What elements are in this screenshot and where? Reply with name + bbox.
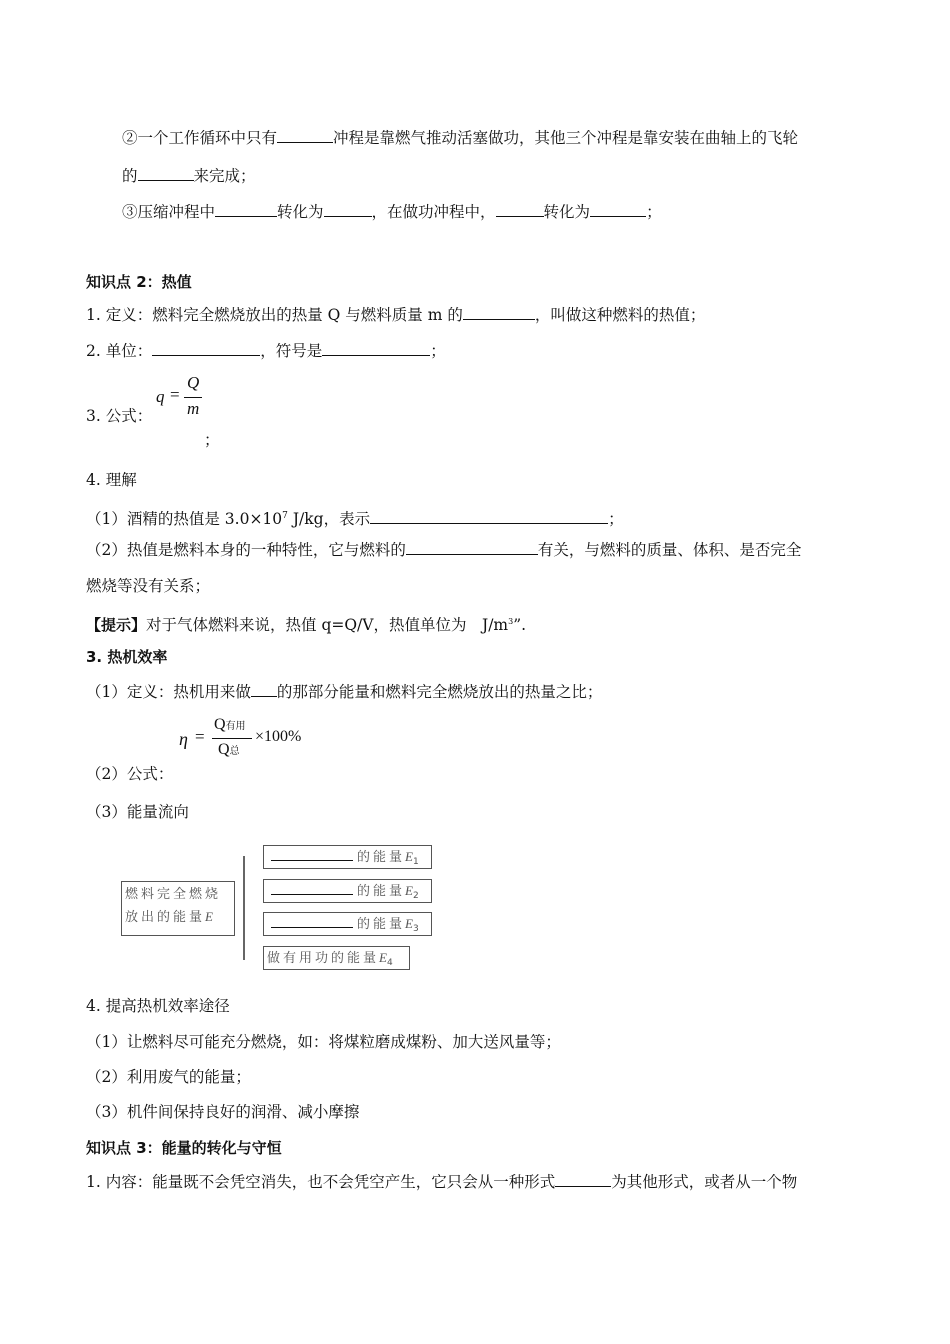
text-segment: （1）酒精的热值是 3.0×10 <box>86 510 283 529</box>
formula-eta-denominator <box>218 741 240 759</box>
text-line-tip <box>86 612 526 635</box>
exponent: 7 <box>282 511 288 521</box>
text-line-unit <box>86 341 446 361</box>
text-segment: ； <box>430 342 446 360</box>
text-segment: ，在做功冲程中， <box>371 203 496 221</box>
text-line-improve-3: （3）机件间保持良好的润滑、减小摩擦 <box>86 1103 360 1121</box>
blank-field[interactable] <box>271 881 353 895</box>
text-segment: ③压缩冲程中 <box>122 203 216 221</box>
text-line-alcohol <box>86 506 624 529</box>
text-line-definition <box>86 305 705 325</box>
text-segment: ”. <box>513 616 527 635</box>
output-variable: E <box>405 849 413 864</box>
text-segment: 来完成； <box>193 167 256 185</box>
blank-field[interactable] <box>215 202 277 217</box>
fraction-bar <box>184 397 202 398</box>
text-segment: （2）热值是燃料本身的一种特性，它与燃料的 <box>86 541 406 559</box>
blank-field[interactable] <box>324 202 372 217</box>
section-title-heat-value: 知识点 2：热值 <box>86 273 192 291</box>
text-segment: ②一个工作循环中只有 <box>122 129 278 147</box>
text-line-conservation <box>86 1172 797 1192</box>
formula-q-numerator: Q <box>187 373 200 392</box>
blank-field[interactable] <box>463 305 535 320</box>
formula-eta-tail: ×100% <box>255 728 302 745</box>
output-label: 做有用功的能量 <box>267 951 380 966</box>
energy-output-box-useful <box>263 946 410 970</box>
energy-output-box-3 <box>263 912 432 936</box>
text-line-formula-label: （2）公式： <box>86 765 174 783</box>
blank-field[interactable] <box>590 202 646 217</box>
fraction-bar <box>212 738 252 739</box>
text-line-property-cont: 燃烧等没有关系； <box>86 577 211 595</box>
text-segment: 对于气体燃料来说，热值 q=Q/V，热值单位为 J/m <box>146 616 509 635</box>
source-label-line1: 燃料完全燃烧 <box>125 887 222 902</box>
tip-label: 【提示】 <box>86 616 147 635</box>
output-subscript: 4 <box>386 958 393 968</box>
source-label-text: 放出的能量 <box>125 910 206 925</box>
exponent: 3 <box>508 617 514 626</box>
blank-field[interactable] <box>271 914 353 928</box>
formula-eta-eq: = <box>195 727 205 746</box>
text-segment: （1）定义：热机用来做 <box>86 683 251 701</box>
blank-field[interactable] <box>496 202 544 217</box>
output-label: 的能量 <box>357 884 406 899</box>
text-line-improve-2: （2）利用废气的能量； <box>86 1068 251 1086</box>
text-segment: 1. 定义：燃料完全燃烧放出的热量 Q 与燃料质量 m 的 <box>86 306 463 324</box>
formula-label: 3. 公式： <box>86 407 153 425</box>
blank-field[interactable] <box>322 341 430 356</box>
denominator-symbol: Q <box>218 741 230 758</box>
text-segment: 1. 内容：能量既不会凭空消失，也不会凭空产生，它只会从一种形式 <box>86 1173 556 1191</box>
text-line-compression <box>122 202 662 222</box>
blank-field[interactable] <box>152 341 260 356</box>
output-variable: E <box>405 883 413 898</box>
text-line-energy-flow: （3）能量流向 <box>86 803 189 821</box>
blank-field[interactable] <box>251 682 277 697</box>
text-segment: 2. 单位： <box>86 342 153 360</box>
text-segment: 为其他形式，或者从一个物 <box>611 1173 798 1191</box>
energy-source-box <box>121 881 235 936</box>
formula-q-eq: = <box>170 385 180 404</box>
text-line-improve-title: 4. 提高热机效率途径 <box>86 997 230 1015</box>
text-segment: 转化为 <box>277 203 324 221</box>
section-title-efficiency: 3. 热机效率 <box>86 648 168 666</box>
text-segment: 的 <box>122 167 138 185</box>
formula-semicolon: ； <box>204 431 220 449</box>
text-line-flywheel <box>122 166 256 186</box>
denominator-subscript: 总 <box>229 746 240 757</box>
formula-q-denominator: m <box>187 399 200 418</box>
text-segment: 的那部分能量和燃料完全燃烧放出的热量之比； <box>276 683 603 701</box>
energy-output-box-1 <box>263 845 432 869</box>
text-line-stroke-work <box>122 128 798 148</box>
energy-output-box-2 <box>263 879 432 903</box>
blank-field[interactable] <box>406 540 538 555</box>
text-line-property <box>86 540 801 560</box>
section-title-conservation: 知识点 3：能量的转化与守恒 <box>86 1139 282 1157</box>
flow-divider-line <box>243 856 245 960</box>
formula-eta-lhs: η <box>179 729 188 749</box>
source-label-line2 <box>125 906 231 929</box>
text-segment: 冲程是靠燃气推动活塞做功，其他三个冲程是靠安装在曲轴上的飞轮 <box>333 129 799 147</box>
text-segment: ； <box>608 510 624 529</box>
formula-q-lhs: q <box>156 387 165 406</box>
output-variable: E <box>379 950 387 965</box>
numerator-symbol: Q <box>214 716 226 733</box>
text-segment: J/kg，表示 <box>287 510 371 529</box>
text-segment: 转化为 <box>543 203 591 221</box>
text-segment: ，叫做这种燃料的热值； <box>534 306 706 324</box>
output-subscript: 2 <box>412 891 419 901</box>
text-line-improve-1: （1）让燃料尽可能充分燃烧，如：将煤粒磨成煤粉、加大送风量等； <box>86 1033 561 1051</box>
numerator-subscript: 有用 <box>225 721 246 732</box>
output-subscript: 3 <box>412 924 419 934</box>
blank-field[interactable] <box>555 1172 611 1187</box>
text-segment: ，符号是 <box>260 342 323 360</box>
source-variable: E <box>205 909 216 924</box>
text-line-understand: 4. 理解 <box>86 471 137 489</box>
text-segment: ； <box>646 203 662 221</box>
blank-field[interactable] <box>277 128 333 143</box>
output-label: 的能量 <box>357 917 406 932</box>
text-line-efficiency-def <box>86 682 602 702</box>
formula-eta-numerator <box>214 716 246 734</box>
output-subscript: 1 <box>412 857 419 867</box>
blank-field[interactable] <box>138 166 194 181</box>
blank-field[interactable] <box>271 847 353 861</box>
output-variable: E <box>405 916 413 931</box>
output-label: 的能量 <box>357 850 406 865</box>
text-segment: 有关，与燃料的质量、体积、是否完全 <box>537 541 802 559</box>
blank-field[interactable] <box>370 509 608 524</box>
